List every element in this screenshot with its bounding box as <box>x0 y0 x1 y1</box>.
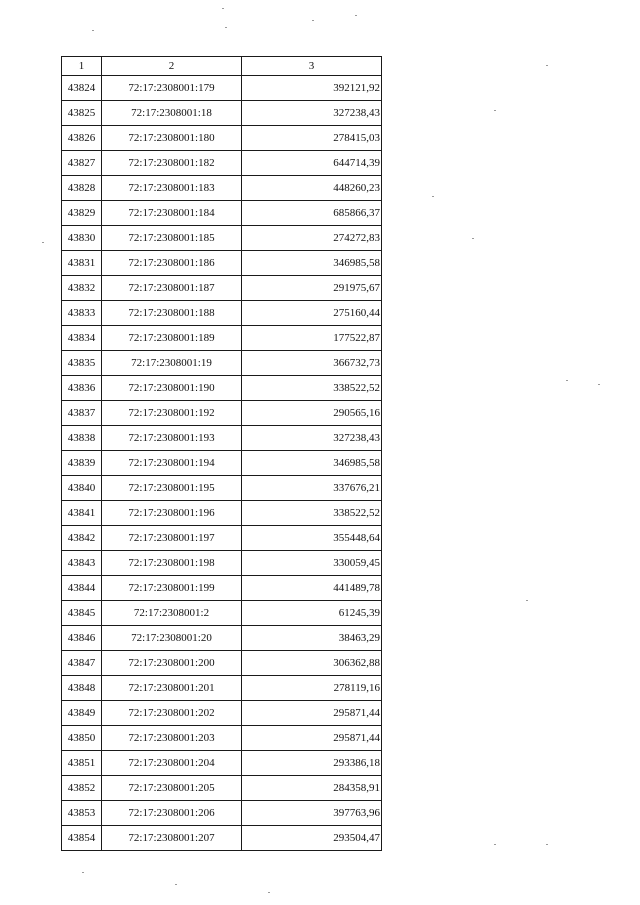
row-number-cell: 43828 <box>62 176 102 201</box>
table-row <box>62 676 382 701</box>
table-row <box>62 201 382 226</box>
cadastral-number-cell: 72:17:2308001:192 <box>102 401 242 426</box>
table-row <box>62 376 382 401</box>
cadastral-number-cell: 72:17:2308001:2 <box>102 601 242 626</box>
cadastral-number-cell: 72:17:2308001:203 <box>102 726 242 751</box>
cadastral-number-cell: 72:17:2308001:193 <box>102 426 242 451</box>
table-row <box>62 276 382 301</box>
scan-speck <box>546 65 548 66</box>
value-cell: 177522,87 <box>242 326 382 351</box>
value-cell: 355448,64 <box>242 526 382 551</box>
cadastral-number-cell: 72:17:2308001:179 <box>102 76 242 101</box>
cadastral-number-cell: 72:17:2308001:186 <box>102 251 242 276</box>
value-cell: 644714,39 <box>242 151 382 176</box>
value-cell: 392121,92 <box>242 76 382 101</box>
row-number-cell: 43851 <box>62 751 102 776</box>
table-row <box>62 426 382 451</box>
cadastral-number-cell: 72:17:2308001:194 <box>102 451 242 476</box>
cadastral-number-cell: 72:17:2308001:205 <box>102 776 242 801</box>
table-row <box>62 226 382 251</box>
cadastral-number-cell: 72:17:2308001:184 <box>102 201 242 226</box>
cadastral-number-cell: 72:17:2308001:198 <box>102 551 242 576</box>
row-number-cell: 43830 <box>62 226 102 251</box>
value-cell: 290565,16 <box>242 401 382 426</box>
table-row <box>62 401 382 426</box>
scan-speck <box>175 884 177 885</box>
value-cell: 330059,45 <box>242 551 382 576</box>
row-number-cell: 43832 <box>62 276 102 301</box>
row-number-cell: 43835 <box>62 351 102 376</box>
cadastral-number-cell: 72:17:2308001:19 <box>102 351 242 376</box>
table-row <box>62 501 382 526</box>
table-row <box>62 126 382 151</box>
value-cell: 293386,18 <box>242 751 382 776</box>
scan-speck <box>92 30 94 31</box>
table-row <box>62 576 382 601</box>
table-row <box>62 101 382 126</box>
cadastral-number-cell: 72:17:2308001:204 <box>102 751 242 776</box>
row-number-cell: 43853 <box>62 801 102 826</box>
row-number-cell: 43836 <box>62 376 102 401</box>
scan-speck <box>566 380 568 381</box>
value-cell: 284358,91 <box>242 776 382 801</box>
cadastral-number-cell: 72:17:2308001:197 <box>102 526 242 551</box>
cadastral-value-table <box>61 56 382 851</box>
cadastral-number-cell: 72:17:2308001:196 <box>102 501 242 526</box>
cadastral-number-cell: 72:17:2308001:188 <box>102 301 242 326</box>
scan-speck <box>222 8 224 9</box>
row-number-cell: 43837 <box>62 401 102 426</box>
cadastral-number-cell: 72:17:2308001:202 <box>102 701 242 726</box>
row-number-cell: 43834 <box>62 326 102 351</box>
value-cell: 448260,23 <box>242 176 382 201</box>
row-number-cell: 43845 <box>62 601 102 626</box>
column-header-cadastral-number: 2 <box>102 57 242 76</box>
cadastral-number-cell: 72:17:2308001:199 <box>102 576 242 601</box>
value-cell: 346985,58 <box>242 451 382 476</box>
table-row <box>62 151 382 176</box>
value-cell: 337676,21 <box>242 476 382 501</box>
table-row <box>62 776 382 801</box>
row-number-cell: 43827 <box>62 151 102 176</box>
column-header-value: 3 <box>242 57 382 76</box>
row-number-cell: 43847 <box>62 651 102 676</box>
cadastral-number-cell: 72:17:2308001:187 <box>102 276 242 301</box>
scan-speck <box>42 242 44 243</box>
row-number-cell: 43838 <box>62 426 102 451</box>
cadastral-number-cell: 72:17:2308001:190 <box>102 376 242 401</box>
value-cell: 346985,58 <box>242 251 382 276</box>
value-cell: 338522,52 <box>242 376 382 401</box>
cadastral-number-cell: 72:17:2308001:182 <box>102 151 242 176</box>
table-row <box>62 826 382 851</box>
value-cell: 685866,37 <box>242 201 382 226</box>
column-header-number: 1 <box>62 57 102 76</box>
table-row <box>62 651 382 676</box>
row-number-cell: 43846 <box>62 626 102 651</box>
scan-speck <box>432 196 434 197</box>
scan-speck <box>494 110 496 111</box>
row-number-cell: 43839 <box>62 451 102 476</box>
cadastral-number-cell: 72:17:2308001:20 <box>102 626 242 651</box>
table-row <box>62 301 382 326</box>
row-number-cell: 43841 <box>62 501 102 526</box>
scan-speck <box>472 238 474 239</box>
scan-speck <box>526 600 528 601</box>
row-number-cell: 43844 <box>62 576 102 601</box>
value-cell: 306362,88 <box>242 651 382 676</box>
row-number-cell: 43829 <box>62 201 102 226</box>
value-cell: 327238,43 <box>242 426 382 451</box>
table-row <box>62 626 382 651</box>
cadastral-number-cell: 72:17:2308001:207 <box>102 826 242 851</box>
row-number-cell: 43842 <box>62 526 102 551</box>
scan-speck <box>598 384 600 385</box>
table-body <box>62 76 382 851</box>
cadastral-number-cell: 72:17:2308001:183 <box>102 176 242 201</box>
row-number-cell: 43824 <box>62 76 102 101</box>
table-header-row <box>62 57 382 76</box>
row-number-cell: 43854 <box>62 826 102 851</box>
value-cell: 441489,78 <box>242 576 382 601</box>
cadastral-number-cell: 72:17:2308001:18 <box>102 101 242 126</box>
table-row <box>62 176 382 201</box>
scan-speck <box>82 872 84 873</box>
value-cell: 275160,44 <box>242 301 382 326</box>
value-cell: 293504,47 <box>242 826 382 851</box>
value-cell: 295871,44 <box>242 701 382 726</box>
table-row <box>62 251 382 276</box>
row-number-cell: 43826 <box>62 126 102 151</box>
value-cell: 338522,52 <box>242 501 382 526</box>
scan-speck <box>494 844 496 845</box>
value-cell: 291975,67 <box>242 276 382 301</box>
table-row <box>62 601 382 626</box>
scan-speck <box>355 15 357 16</box>
row-number-cell: 43843 <box>62 551 102 576</box>
cadastral-number-cell: 72:17:2308001:201 <box>102 676 242 701</box>
row-number-cell: 43840 <box>62 476 102 501</box>
table-row <box>62 551 382 576</box>
value-cell: 38463,29 <box>242 626 382 651</box>
table-row <box>62 801 382 826</box>
value-cell: 61245,39 <box>242 601 382 626</box>
value-cell: 274272,83 <box>242 226 382 251</box>
value-cell: 397763,96 <box>242 801 382 826</box>
table-row <box>62 451 382 476</box>
row-number-cell: 43850 <box>62 726 102 751</box>
scan-speck <box>546 844 548 845</box>
value-cell: 278119,16 <box>242 676 382 701</box>
scan-speck <box>268 892 270 893</box>
cadastral-number-cell: 72:17:2308001:185 <box>102 226 242 251</box>
cadastral-number-cell: 72:17:2308001:195 <box>102 476 242 501</box>
row-number-cell: 43848 <box>62 676 102 701</box>
cadastral-number-cell: 72:17:2308001:200 <box>102 651 242 676</box>
row-number-cell: 43831 <box>62 251 102 276</box>
table-row <box>62 701 382 726</box>
table-row <box>62 751 382 776</box>
table-row <box>62 326 382 351</box>
value-cell: 327238,43 <box>242 101 382 126</box>
scan-speck <box>312 20 314 21</box>
scan-speck <box>225 27 227 28</box>
table-row <box>62 726 382 751</box>
table-row <box>62 351 382 376</box>
cadastral-number-cell: 72:17:2308001:206 <box>102 801 242 826</box>
row-number-cell: 43849 <box>62 701 102 726</box>
value-cell: 295871,44 <box>242 726 382 751</box>
table-row <box>62 526 382 551</box>
row-number-cell: 43833 <box>62 301 102 326</box>
row-number-cell: 43852 <box>62 776 102 801</box>
cadastral-number-cell: 72:17:2308001:189 <box>102 326 242 351</box>
table-row <box>62 76 382 101</box>
table-row <box>62 476 382 501</box>
value-cell: 366732,73 <box>242 351 382 376</box>
cadastral-number-cell: 72:17:2308001:180 <box>102 126 242 151</box>
row-number-cell: 43825 <box>62 101 102 126</box>
value-cell: 278415,03 <box>242 126 382 151</box>
